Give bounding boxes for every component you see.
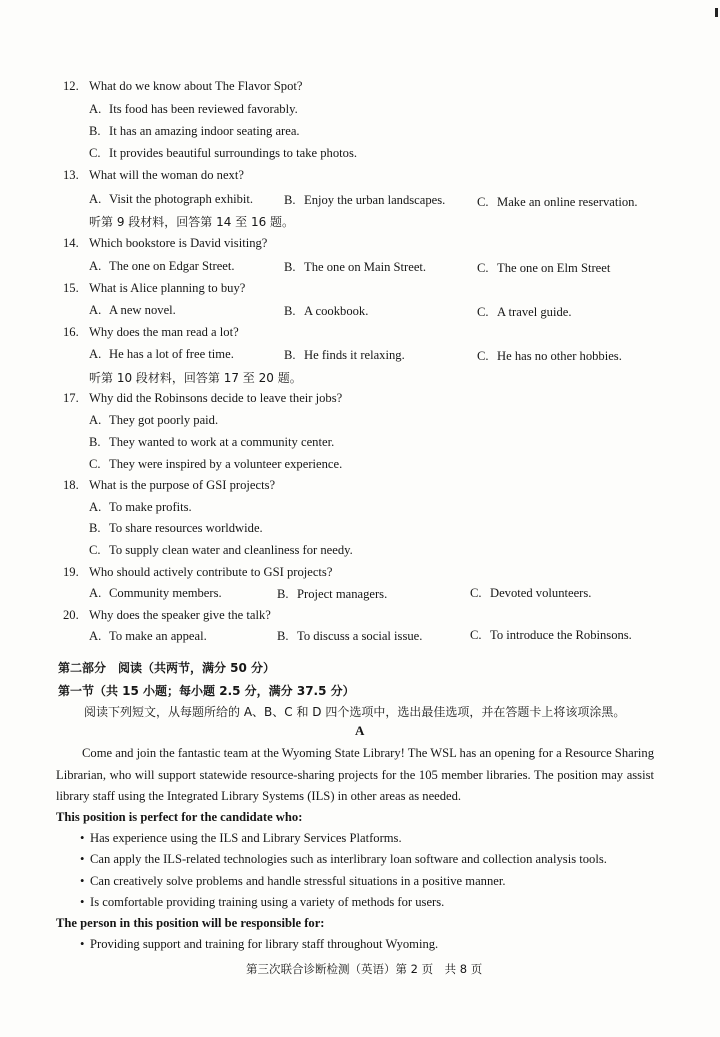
option-19c: C. Devoted volunteers. [470,586,592,600]
listening-instruction-9: 听第 9 段材料，回答第 14 至 16 题。 [89,215,295,229]
responsible-bullet: • Providing support and training for library staff throughout Wyoming. [80,937,439,951]
passage-intro: Come and join the fantastic team at the Wyoming State Library! The WSL has an opening for a Resource Sharing Librarian, who will support statewide resource-sharing projects for the 105 member libraries. The position may assist library staff using the Integrated Library Systems (ILS) in other areas as needed. [56,746,654,803]
option-20b: B. To discuss a social issue. [277,629,423,643]
question-12 [63,79,302,94]
page-footer: 第三次联合诊断检测（英语）第 2 页 共 8 页 [246,962,483,976]
option-13a: A. Visit the photograph exhibit. [89,192,254,206]
corner-mark [715,8,718,17]
option-16c: C. He has no other hobbies. [477,349,622,363]
option-20a: A. To make an appeal. [89,629,207,643]
part2-title: 第二部分 阅读（共两节，满分 50 分） [58,661,276,675]
option-17c: C. They were inspired by a volunteer experience. [89,457,343,471]
listening-instruction-10: 听第 10 段材料，回答第 17 至 20 题。 [89,371,302,385]
option-18a: A. To make profits. [89,500,192,514]
question-15: 15. What is Alice planning to buy? [63,281,246,295]
question-20: 20. Why does the speaker give the talk? [63,608,271,622]
question-18: 18. What is the purpose of GSI projects? [63,478,276,492]
question-17: 17. Why did the Robinsons decide to leave their jobs? [63,391,343,405]
candidate-bullet: • Can creatively solve problems and handle stressful situations in a positive manner. [80,874,506,888]
option-15b: B. A cookbook. [284,304,369,318]
option-19b: B. Project managers. [277,587,388,601]
candidate-bullet: • Can apply the ILS-related technologies such as interlibrary loan software and collection analysis tools. [80,852,607,866]
option-16b: B. He finds it relaxing. [284,348,405,362]
question-16: 16. Why does the man read a lot? [63,325,239,339]
option-16a: A. He has a lot of free time. [89,347,234,361]
candidate-heading: This position is perfect for the candidate who: [56,810,303,824]
passage-label: A [355,723,365,738]
option-17b: B. They wanted to work at a community center. [89,435,335,449]
question-number: 13. [63,168,79,182]
candidate-bullet: • Is comfortable providing training using a variety of methods for users. [80,895,445,909]
question-14: 14. Which bookstore is David visiting? [63,236,268,250]
question-13 [63,168,244,183]
option-19a: A. Community members. [89,586,222,600]
option-20c: C. To introduce the Robinsons. [470,628,632,642]
option-12b: B. It has an amazing indoor seating area. [89,124,300,138]
option-12a: A. Its food has been reviewed favorably. [89,102,298,116]
question-number: 12. [63,79,79,93]
option-12c: C. It provides beautiful surroundings to take photos. [89,146,357,160]
option-14c: C. The one on Elm Street [477,261,611,275]
option-18c: C. To supply clean water and cleanliness for needy. [89,543,353,557]
option-15c: C. A travel guide. [477,305,572,319]
candidate-bullet: • Has experience using the ILS and Library Services Platforms. [80,831,402,845]
option-13b: B. Enjoy the urban landscapes. [284,193,446,207]
responsible-heading: The person in this position will be responsible for: [56,916,325,930]
part2-section1: 第一节（共 15 小题；每小题 2.5 分，满分 37.5 分） [58,684,355,698]
reading-directions: 阅读下列短文，从每题所给的 A、B、C 和 D 四个选项中，选出最佳选项，并在答题卡上将该项涂黑。 [84,705,626,719]
question-stem: What will the woman do next? [89,168,244,182]
option-13c: C. Make an online reservation. [477,195,638,209]
question-19: 19. Who should actively contribute to GSI projects? [63,565,333,579]
question-stem: What do we know about The Flavor Spot? [89,79,303,93]
option-14a: A. The one on Edgar Street. [89,259,235,273]
option-14b: B. The one on Main Street. [284,260,427,274]
option-18b: B. To share resources worldwide. [89,521,263,535]
option-15a: A. A new novel. [89,303,176,317]
option-17a: A. They got poorly paid. [89,413,219,427]
